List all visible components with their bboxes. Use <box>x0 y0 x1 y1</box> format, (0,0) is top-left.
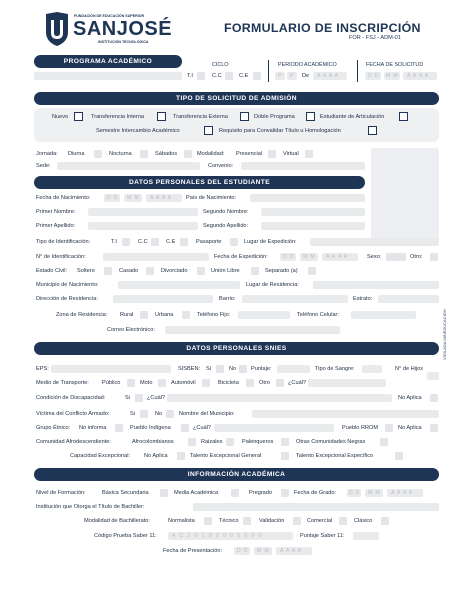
periodo-p1[interactable] <box>275 72 285 80</box>
sede-input[interactable] <box>57 162 200 170</box>
periodo-p1-ph: P <box>278 73 283 79</box>
segundo-apellido-input[interactable] <box>261 222 365 230</box>
programa-bar <box>34 55 182 68</box>
civil-soltero: Soltero <box>77 268 95 274</box>
nivel-pregrado: Pregrado <box>249 490 273 496</box>
periodo-p2[interactable] <box>287 72 297 80</box>
etnico-rrom: Pueblo RROM <box>342 425 379 431</box>
segundo-apellido-label: Segundo Apellido: <box>203 223 249 229</box>
trans-cual-input[interactable] <box>308 379 386 387</box>
codigo-input[interactable] <box>168 532 293 540</box>
pres-aaaa-ph: A A A A <box>280 548 303 554</box>
civil-separado: Separado (a) <box>265 268 298 274</box>
doble-checkbox[interactable] <box>306 112 315 121</box>
casado-box[interactable] <box>146 267 154 275</box>
opt-articulacion: Estudiante de Articulación <box>320 114 385 120</box>
no-informa-box[interactable] <box>115 424 123 432</box>
periodo-p2-ph: P <box>290 73 295 79</box>
direccion-label: Dirección de Residencia: <box>36 296 98 302</box>
trans-moto: Moto <box>140 380 153 386</box>
disc-no-aplica-box[interactable] <box>430 394 438 402</box>
jornada-label: Jornada: <box>36 151 58 157</box>
lugar-exp-input[interactable] <box>310 238 439 246</box>
municipio-nac-input[interactable] <box>118 281 240 289</box>
mod-clasico: Clásico <box>354 518 373 524</box>
hijos-input[interactable] <box>427 372 439 380</box>
pres-mm[interactable] <box>254 547 272 555</box>
grado-dd-ph: D D <box>349 490 361 496</box>
diurna-box[interactable] <box>94 150 102 158</box>
victima-label: Víctima del Conflicto Armado: <box>36 411 110 417</box>
nac-dd[interactable] <box>104 194 120 202</box>
media-box[interactable] <box>231 489 239 497</box>
tipo-id-cc-box[interactable] <box>151 238 159 246</box>
presencial-box[interactable] <box>268 150 276 158</box>
trans-cual: ¿Cuál? <box>288 380 307 386</box>
discapacidad-label: Condición de Discapacidad: <box>36 395 106 401</box>
ciclo-ti: T.I <box>187 73 193 79</box>
otro-label: Otro: <box>410 254 423 260</box>
section-admision <box>34 92 439 105</box>
nuevo-checkbox[interactable] <box>74 112 83 121</box>
cap-no-aplica-box[interactable] <box>177 452 185 460</box>
section-personales-title: DATOS PERSONALES DEL ESTUDIANTE <box>129 179 270 186</box>
jornada-diurna: Diurna <box>68 151 85 157</box>
org-name: SANJOSÉ <box>73 18 173 40</box>
org-sub-text: INSTITUCIÓN TECNOLÓGICA <box>98 40 149 44</box>
eps-label: EPS: <box>36 366 49 372</box>
otro-box[interactable] <box>430 253 438 261</box>
articulacion-checkbox[interactable] <box>399 112 408 121</box>
cap-especifico-box[interactable] <box>395 452 403 460</box>
fecha-grado-label: Fecha de Grado: <box>294 490 336 496</box>
exp-dd-ph: D D <box>283 254 295 260</box>
estrato-input[interactable] <box>378 295 439 303</box>
afro-label: Comunidad Afrodescendiente: <box>36 439 111 445</box>
tipo-id-label: Tipo de Identificación: <box>36 239 91 245</box>
civil-divorciado: Divorciado <box>161 268 188 274</box>
bicicleta-box[interactable] <box>246 379 254 387</box>
exp-mm[interactable] <box>300 253 318 261</box>
tipo-id-ce: C.E <box>166 239 176 245</box>
fecha-exp-label: Fecha de Expedición: <box>214 254 268 260</box>
pais-nac-label: País de Nacimiento: <box>186 195 237 201</box>
estrato-label: Estrato: <box>353 296 373 302</box>
modalidad-label: Modalidad: <box>197 151 225 157</box>
segundo-nombre-input[interactable] <box>261 208 365 216</box>
programa-label: PROGRAMA ACADÉMICO <box>63 58 153 65</box>
trans-interna-checkbox[interactable] <box>157 112 166 121</box>
convenio-label: Convenio: <box>208 163 234 169</box>
ciclo-cc: C.C <box>212 73 222 79</box>
sisben-no-box[interactable] <box>239 365 247 373</box>
correo-label: Correo Electrónico: <box>107 327 155 333</box>
afro-palenqueros: Palenqueros <box>242 439 274 445</box>
nacimiento-label: Fecha de Nacimiento: <box>36 195 91 201</box>
etnico-no-informa: No informa <box>79 425 107 431</box>
photo-box[interactable] <box>371 148 439 240</box>
pres-dd-ph: D D <box>237 548 249 554</box>
exp-dd[interactable] <box>280 253 296 261</box>
primer-nombre-label: Primer Nombre: <box>36 209 76 215</box>
periodo-de: De <box>302 73 310 79</box>
etnico-cual: ¿Cuál? <box>193 425 212 431</box>
pasaporte-box[interactable] <box>230 238 238 246</box>
zona-label: Zona de Residencia: <box>56 312 108 318</box>
lugar-exp-label: Lugar de Expedición: <box>244 239 297 245</box>
sabados-box[interactable] <box>184 150 192 158</box>
disc-si: Si <box>125 395 130 401</box>
solicitud-mm[interactable] <box>384 72 400 80</box>
solicitud-dd[interactable] <box>365 72 381 80</box>
publico-box[interactable] <box>127 379 135 387</box>
barrio-input[interactable] <box>242 295 348 303</box>
virtual-box[interactable] <box>305 150 313 158</box>
mod-presencial: Presencial <box>236 151 263 157</box>
nac-mm[interactable] <box>124 194 142 202</box>
opt-trans-interna: Transferencia Interna <box>91 114 144 120</box>
side-note <box>442 300 452 370</box>
nac-aaaa-ph: A A A A <box>150 195 173 201</box>
trans-otro-box[interactable] <box>276 379 284 387</box>
nac-dd-ph: D D <box>107 195 119 201</box>
institucion-label: Institución que Otorga el Título de Bachiller: <box>36 504 145 510</box>
afro-otras: Otras Comunidades Negras <box>296 439 366 445</box>
urbana-box[interactable] <box>182 311 190 319</box>
civil-casado: Casado <box>119 268 139 274</box>
trans-automovil: Automóvil <box>171 380 196 386</box>
sisben-si-box[interactable] <box>216 365 224 373</box>
trans-bicicleta: Bicicleta <box>218 380 239 386</box>
sisben-label: SISBEN: <box>178 366 201 372</box>
primer-apellido-label: Primer Apellido: <box>36 223 76 229</box>
num-id-input[interactable] <box>103 253 209 261</box>
section-academica-title: INFORMACIÓN ACADÉMICA <box>187 471 286 478</box>
lugar-res-input[interactable] <box>313 281 439 289</box>
raizales-box[interactable] <box>226 438 234 446</box>
side-note-text: VIGILADA MINEDUCACIÓN <box>442 309 447 360</box>
etnico-indigena: Pueblo Indígena <box>130 425 171 431</box>
nocturna-box[interactable] <box>140 150 148 158</box>
segundo-nombre-label: Segundo Nombre: <box>203 209 249 215</box>
grupo-etnico-label: Grupo Étnico: <box>36 425 71 431</box>
pres-dd[interactable] <box>234 547 250 555</box>
sede-label: Sede: <box>36 163 51 169</box>
ciclo-ce-box[interactable] <box>253 72 261 80</box>
transporte-label: Medio de Transporte: <box>36 380 89 386</box>
ciclo-ce: C.E <box>239 73 249 79</box>
section-academica <box>34 468 439 481</box>
union-box[interactable] <box>251 267 259 275</box>
opt-nuevo: Nuevo <box>52 114 69 120</box>
municipio-nac-label: Municipio de Nacimiento: <box>36 282 99 288</box>
mod-tecnico: Técnico <box>219 518 239 524</box>
section-admision-title: TIPO DE SOLICITUD DE ADMISIÓN <box>176 95 297 102</box>
periodo-label: PERIODO ACADÉMICO <box>278 62 337 68</box>
convalidar-checkbox[interactable] <box>368 126 377 135</box>
barrio-label: Barrio: <box>219 296 236 302</box>
primer-apellido-input[interactable] <box>88 222 198 230</box>
victima-si: Si <box>130 411 135 417</box>
ciclo-cc-box[interactable] <box>225 72 233 80</box>
tipo-sangre-input[interactable] <box>362 365 382 373</box>
zona-rural: Rural <box>120 312 134 318</box>
exp-mm-ph: M M <box>303 254 316 260</box>
disc-si-box[interactable] <box>135 394 143 402</box>
rural-box[interactable] <box>140 311 148 319</box>
nivel-label: Nivel de Formación: <box>36 490 86 496</box>
moto-box[interactable] <box>158 379 166 387</box>
ciclo-ti-box[interactable] <box>197 72 205 80</box>
civil-union: Unión Libre <box>211 268 240 274</box>
cap-general-box[interactable] <box>281 452 289 460</box>
lugar-res-label: Lugar de Residencia: <box>246 282 299 288</box>
rrom-box[interactable] <box>385 424 393 432</box>
cap-especifico: Talento Excepcional Específico <box>296 453 374 459</box>
nivel-media: Media Académica <box>174 490 219 496</box>
section-snies <box>34 342 439 355</box>
codigo-ph: A C 2 0 1 9 0 0 0 0 0 0 0 <box>172 533 263 539</box>
separado-box[interactable] <box>308 267 316 275</box>
direccion-input[interactable] <box>113 295 213 303</box>
modalidad-bach-label: Modalidad de Bachillerato: <box>84 518 150 524</box>
nivel-basica: Básica Secundaria <box>102 490 149 496</box>
tel-cel-label: Teléfono Celular: <box>297 312 339 318</box>
tipo-id-cc: C.C <box>138 239 148 245</box>
sexo-label: Sexo: <box>367 254 382 260</box>
solicitud-mm-ph: M M <box>386 73 399 79</box>
mod-validacion: Validación <box>259 518 285 524</box>
tipo-id-pasaporte: Pasaporte <box>196 239 222 245</box>
divider <box>357 60 358 82</box>
victima-no-box[interactable] <box>166 410 174 418</box>
programa-input[interactable] <box>34 72 182 80</box>
estado-civil-label: Estado Civil: <box>36 268 68 274</box>
tel-fijo-label: Teléfono Fijo: <box>197 312 231 318</box>
jornada-nocturna: Nocturna <box>109 151 132 157</box>
etnico-no-aplica: No Aplica <box>398 425 422 431</box>
disc-no-aplica: No Aplica <box>398 395 422 401</box>
solicitud-aaaa[interactable] <box>403 72 437 80</box>
afrocolombianos-box[interactable] <box>188 438 196 446</box>
intercambio-checkbox[interactable] <box>204 126 213 135</box>
soltero-box[interactable] <box>104 267 112 275</box>
tipo-id-ti: T.I <box>111 239 117 245</box>
puntaje-saber-input[interactable] <box>353 532 379 540</box>
periodo-year-ph: A A A A <box>317 73 340 79</box>
grado-aaaa[interactable] <box>387 489 423 497</box>
mod-comercial: Comercial <box>307 518 333 524</box>
grado-mm-ph: M M <box>368 490 381 496</box>
ciclo-label: CICLO <box>212 62 229 68</box>
solicitud-aaaa-ph: A A A A <box>407 73 430 79</box>
normalista-box[interactable] <box>204 517 212 525</box>
otras-box[interactable] <box>380 438 388 446</box>
basica-box[interactable] <box>160 489 168 497</box>
exp-aaaa[interactable] <box>322 253 358 261</box>
cap-no-aplica: No Aplica <box>144 453 168 459</box>
correo-input[interactable] <box>165 326 340 334</box>
logo <box>44 12 194 48</box>
mod-virtual: Virtual <box>283 151 299 157</box>
victima-si-box[interactable] <box>140 410 148 418</box>
convenio-input[interactable] <box>241 162 365 170</box>
periodo-year[interactable] <box>313 72 347 80</box>
tel-cel-input[interactable] <box>351 311 416 319</box>
num-id-label: N° de Identificación: <box>36 254 86 260</box>
pais-nac-input[interactable] <box>250 194 365 202</box>
grado-dd[interactable] <box>347 489 361 497</box>
opt-trans-externa: Transferencia Externa <box>173 114 228 120</box>
indigena-box[interactable] <box>181 424 189 432</box>
institucion-input[interactable] <box>193 503 439 511</box>
afro-raizales: Raizales <box>201 439 223 445</box>
cap-general: Talento Excepcional General <box>190 453 262 459</box>
nombre-mun-input[interactable] <box>252 410 439 418</box>
pres-mm-ph: M M <box>257 548 270 554</box>
opt-doble: Doble Programa <box>254 114 295 120</box>
grado-mm[interactable] <box>365 489 383 497</box>
trans-publico: Público <box>102 380 121 386</box>
disc-cual-input[interactable] <box>167 394 392 402</box>
jornada-sabados: Sábados <box>155 151 178 157</box>
primer-nombre-input[interactable] <box>88 208 198 216</box>
validacion-box[interactable] <box>293 517 301 525</box>
nac-aaaa[interactable] <box>146 194 182 202</box>
section-snies-title: DATOS PERSONALES SNIES <box>186 345 287 352</box>
zona-urbana: Urbana <box>155 312 174 318</box>
codigo-label: Código Prueba Saber 11: <box>94 533 157 539</box>
nac-mm-ph: M M <box>127 195 140 201</box>
etnico-no-aplica-box[interactable] <box>430 424 438 432</box>
comercial-box[interactable] <box>339 517 347 525</box>
pres-aaaa[interactable] <box>276 547 312 555</box>
logo-mark-icon <box>44 12 70 46</box>
opt-intercambio: Semestre Intercambio Académico <box>96 128 180 134</box>
automovil-box[interactable] <box>202 379 210 387</box>
palenqueros-box[interactable] <box>281 438 289 446</box>
sexo-box[interactable] <box>386 253 406 261</box>
afro-afrocolombianos: Afrocolombianos <box>132 439 174 445</box>
nombre-mun-label: Nombre del Municipio: <box>179 411 235 417</box>
victima-no: No <box>155 411 163 417</box>
tecnico-box[interactable] <box>243 517 251 525</box>
solicitud-dd-ph: D D <box>368 73 380 79</box>
divider <box>268 60 269 82</box>
section-personales <box>34 176 365 189</box>
etnico-cual-input[interactable] <box>214 424 334 432</box>
opt-convalidar: Requisito para Convalidar Título u Homologación <box>219 128 341 134</box>
sisben-si: Si <box>206 366 211 372</box>
form-code: FOR - FSJ - ADM-01 <box>349 35 401 41</box>
grado-aaaa-ph: A A A A <box>391 490 414 496</box>
capacidad-label: Capacidad Excepcional: <box>70 453 131 459</box>
disc-cual: ¿Cuál? <box>147 395 166 401</box>
puntaje-saber-label: Puntaje Saber 11: <box>300 533 345 539</box>
eps-input[interactable] <box>51 365 171 373</box>
sisben-no: No <box>229 366 237 372</box>
tipo-id-ti-box[interactable] <box>122 238 130 246</box>
pregrado-box[interactable] <box>281 489 289 497</box>
form-title: FORMULARIO DE INSCRIPCIÓN <box>224 21 421 35</box>
clasico-box[interactable] <box>381 517 389 525</box>
mod-normalista: Normalista <box>168 518 195 524</box>
puntaje-input[interactable] <box>277 365 310 373</box>
tel-fijo-input[interactable] <box>238 311 290 319</box>
trans-externa-checkbox[interactable] <box>240 112 249 121</box>
puntaje-label: Puntaje: <box>251 366 272 372</box>
tipo-sangre-label: Tipo de Sangre: <box>315 366 355 372</box>
trans-otro: Otro <box>259 380 270 386</box>
tipo-id-ce-box[interactable] <box>180 238 188 246</box>
org-top-text: FUNDACIÓN DE EDUCACIÓN SUPERIOR <box>74 14 145 18</box>
hijos-label: N° de Hijos <box>395 366 424 372</box>
fecha-pres-label: Fecha de Presentación: <box>163 548 223 554</box>
exp-aaaa-ph: A A A A <box>326 254 349 260</box>
fecha-solicitud-label: FECHA DE SOLICITUD <box>366 62 424 68</box>
divorciado-box[interactable] <box>197 267 205 275</box>
